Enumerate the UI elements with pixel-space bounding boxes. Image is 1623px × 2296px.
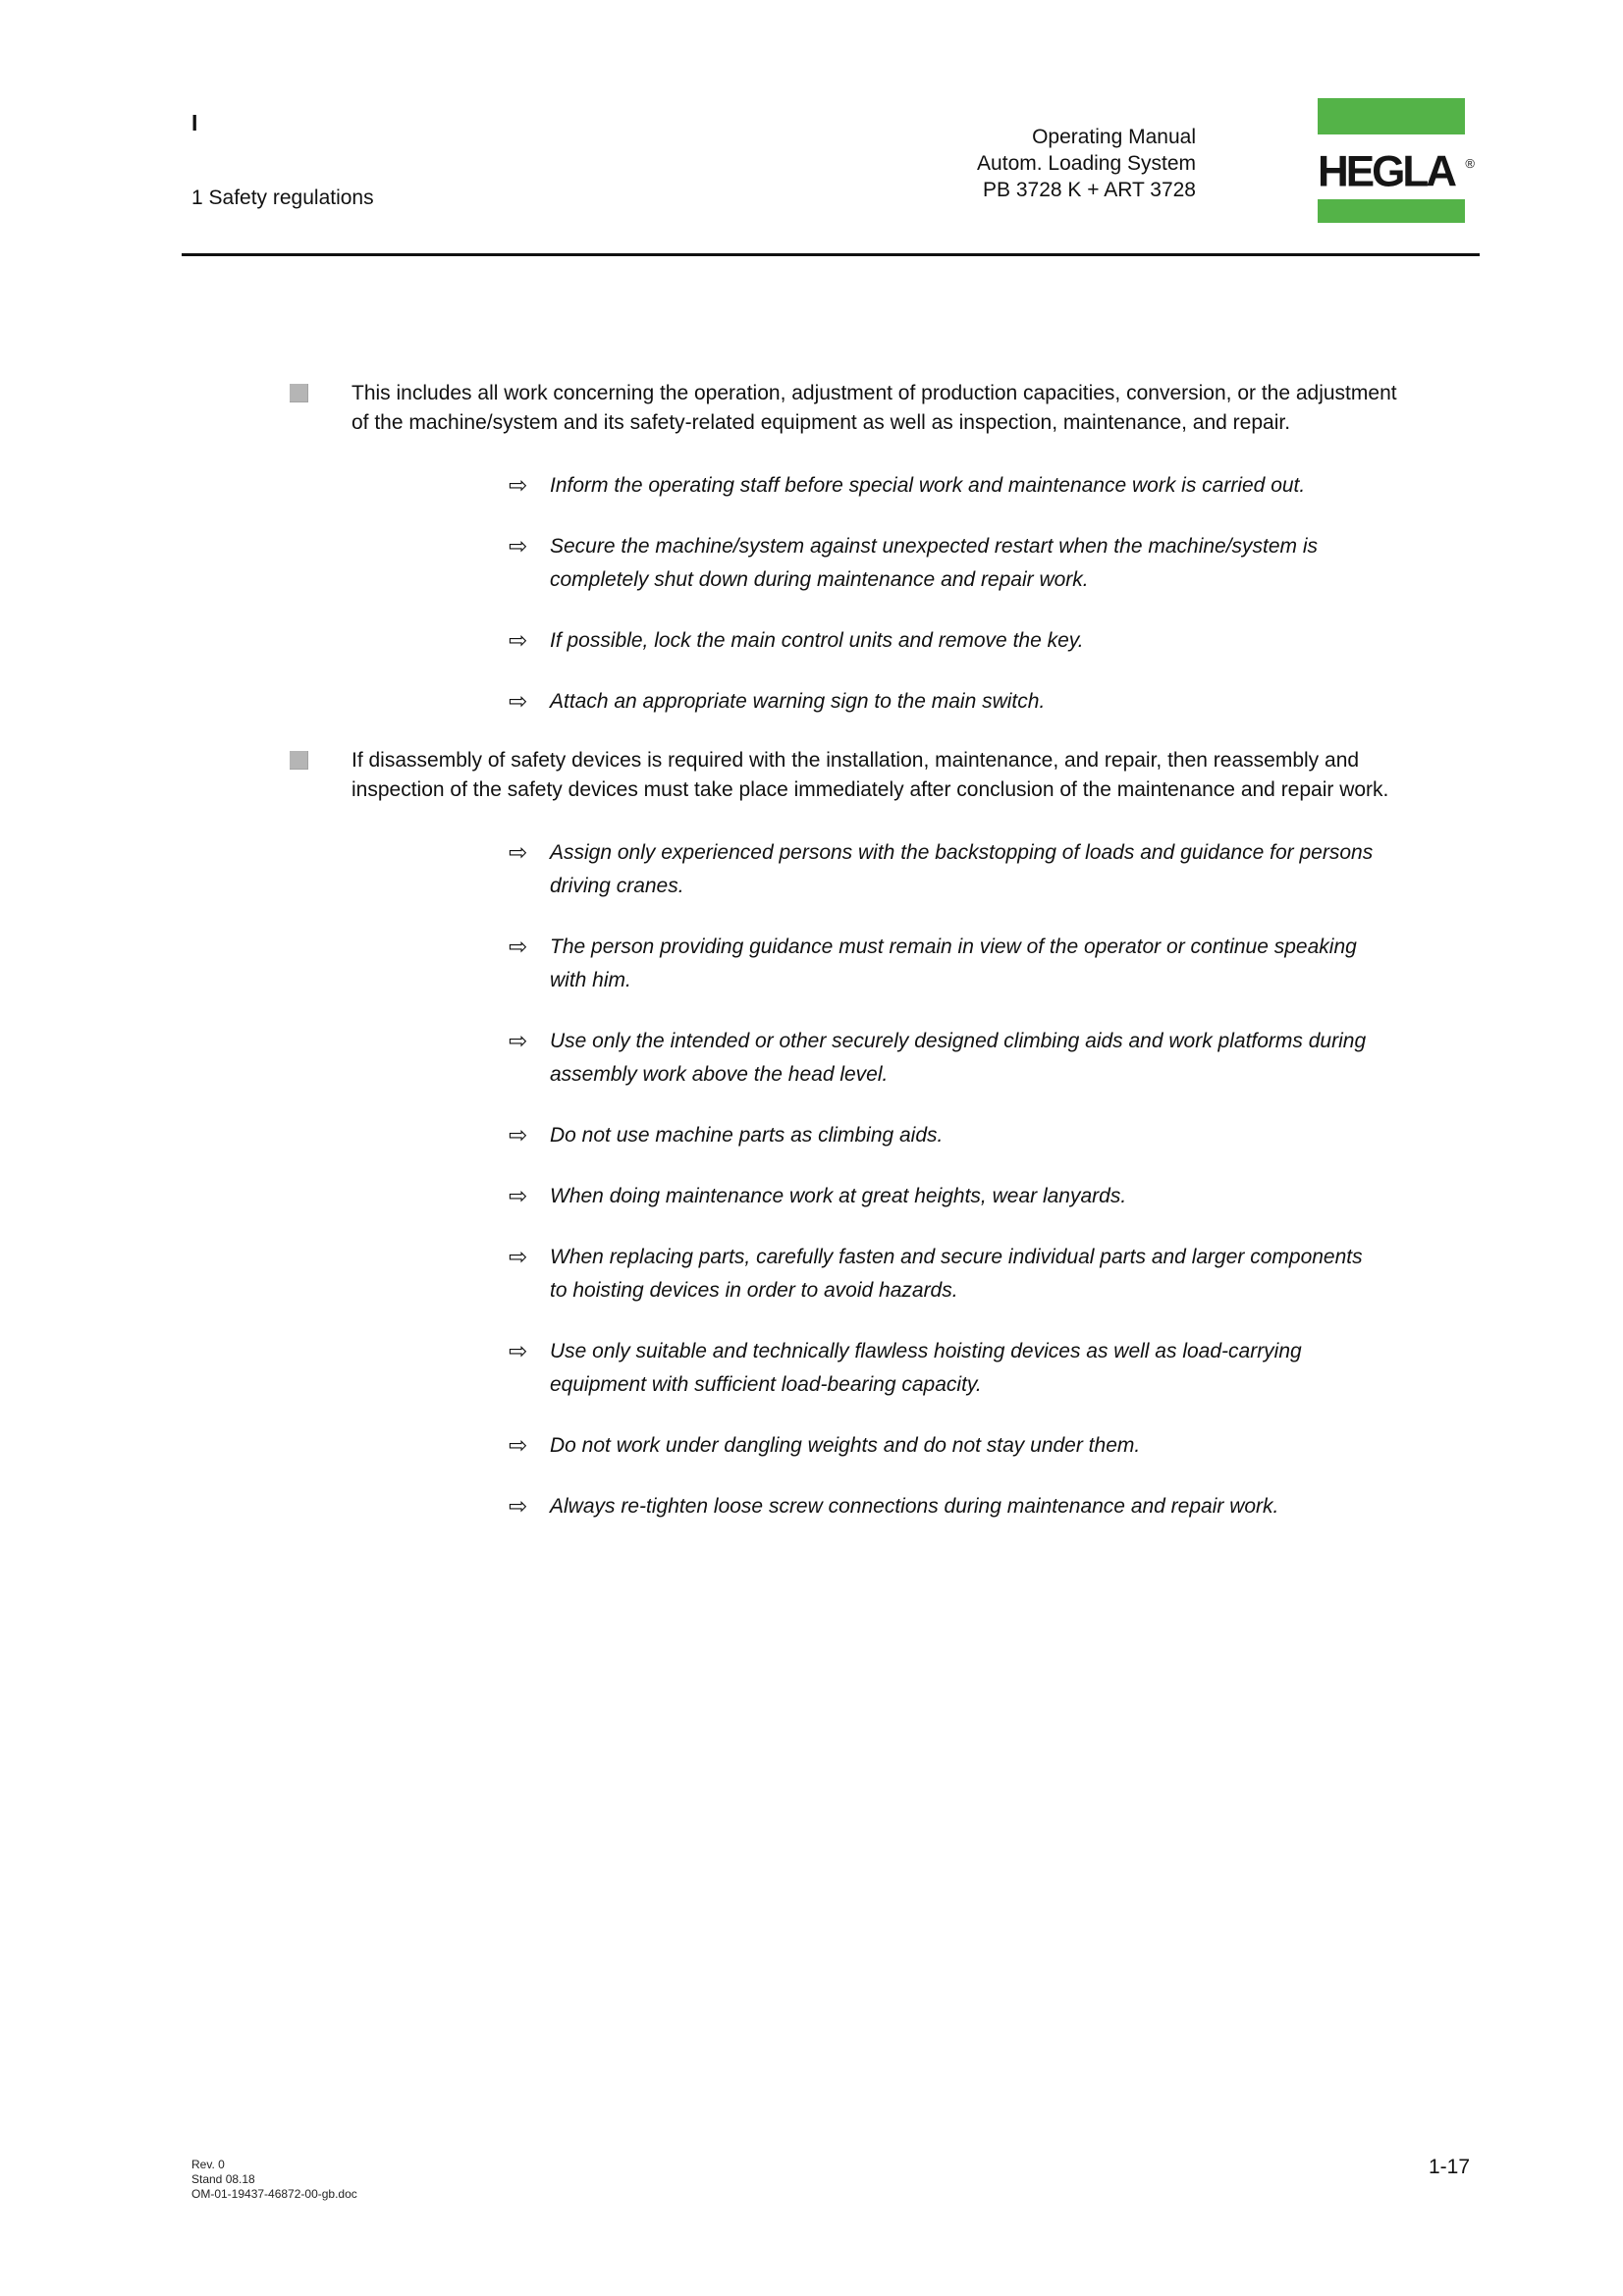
page-content [290,379,1483,1551]
sub-bullet-item [509,1180,1483,1213]
sub-bullet-item [509,1119,1483,1152]
header-divider-rule [182,253,1480,256]
sub-bullet-item [509,469,1483,503]
doc-title-line-1: Operating Manual [1032,126,1196,148]
page-number: 1-17 [1428,2156,1470,2178]
sub-bullet-item [509,1025,1483,1092]
logo-green-bar-top [1318,98,1465,134]
sub-bullet-text: When doing maintenance work at great heights, wear lanyards. [550,1185,1127,1207]
sub-bullet-item [509,1429,1483,1463]
sub-bullet-item [509,624,1483,658]
arrow-right-icon: ⇨ [509,1433,528,1459]
arrow-right-icon: ⇨ [509,689,528,715]
arrow-right-icon: ⇨ [509,840,528,866]
logo-wordmark [1318,146,1475,197]
sub-bullet-text: Always re-tighten loose screw connections during maintenance and repair work. [550,1495,1279,1518]
footer-filename: OM-01-19437-46872-00-gb.doc [191,2187,357,2201]
sub-bullet-text: Do not use machine parts as climbing aids. [550,1124,944,1147]
doc-title [977,124,1196,203]
bullet-text: If disassembly of safety devices is required with the installation, maintenance, and repair, then reassembly and inspection of the safety devices must take place immediately after conclusion of the maintenance and repair work. [352,749,1389,801]
sub-bullet-text: The person providing guidance must remain in view of the operator or continue speaking with him. [550,935,1357,991]
arrow-right-icon: ⇨ [509,1184,528,1209]
sub-bullet-item [509,931,1483,997]
arrow-right-icon: ⇨ [509,1029,528,1054]
arrow-right-icon: ⇨ [509,1339,528,1364]
square-bullet-icon [290,751,308,770]
footer-revision: Rev. 0 [191,2158,225,2171]
sub-bullet-item [509,530,1483,597]
sub-bullet-text: Use only the intended or other securely designed climbing aids and work platforms during assembly work above the head level. [550,1030,1367,1086]
sub-bullet-text: When replacing parts, carefully fasten and secure individual parts and larger components to hoisting devices in order to avoid hazards. [550,1246,1363,1302]
arrow-right-icon: ⇨ [509,934,528,960]
arrow-right-icon: ⇨ [509,473,528,499]
doc-title-line-3: PB 3728 K + ART 3728 [983,179,1196,201]
registered-trademark-icon: ® [1465,155,1475,171]
arrow-right-icon: ⇨ [509,1245,528,1270]
chapter-title: 1 Safety regulations [191,187,374,209]
hegla-logo [1318,98,1475,223]
sub-bullet-item [509,1335,1483,1402]
sub-bullet-list [509,469,1483,719]
square-bullet-icon [290,384,308,402]
footer-stand: Stand 08.18 [191,2172,255,2186]
sub-bullet-item [509,1490,1483,1523]
sub-bullet-text: Secure the machine/system against unexpected restart when the machine/system is completely shut down during maintenance and repair work. [550,535,1319,591]
sub-bullet-text: Use only suitable and technically flawless hoisting devices as well as load-carrying equipment with sufficient load-bearing capacity. [550,1340,1302,1396]
bullet-text: This includes all work concerning the operation, adjustment of production capacities, conversion, or the adjustment of the machine/system and its safety-related equipment as well as inspection, maintenance, and repair. [352,382,1397,434]
logo-green-bar-bottom [1318,199,1465,223]
arrow-right-icon: ⇨ [509,1494,528,1520]
sub-bullet-item [509,685,1483,719]
arrow-right-icon: ⇨ [509,1123,528,1148]
arrow-right-icon: ⇨ [509,534,528,560]
chapter-marker: I [191,110,198,135]
sub-bullet-item [509,836,1483,903]
header-left [191,110,374,210]
logo-brand-text: HEGLA [1318,146,1454,196]
sub-bullet-text: Inform the operating staff before special work and maintenance work is carried out. [550,474,1306,497]
sub-bullet-text: If possible, lock the main control units and remove the key. [550,629,1084,652]
sub-bullet-text: Do not work under dangling weights and do not stay under them. [550,1434,1141,1457]
bullet-item [290,379,1483,438]
sub-bullet-text: Attach an appropriate warning sign to the main switch. [550,690,1046,713]
sub-bullet-item [509,1241,1483,1308]
arrow-right-icon: ⇨ [509,628,528,654]
sub-bullet-list [509,836,1483,1523]
footer-meta [191,2158,357,2202]
doc-title-line-2: Autom. Loading System [977,152,1196,175]
sub-bullet-text: Assign only experienced persons with the backstopping of loads and guidance for persons driving cranes. [550,841,1374,897]
bullet-item [290,746,1483,805]
